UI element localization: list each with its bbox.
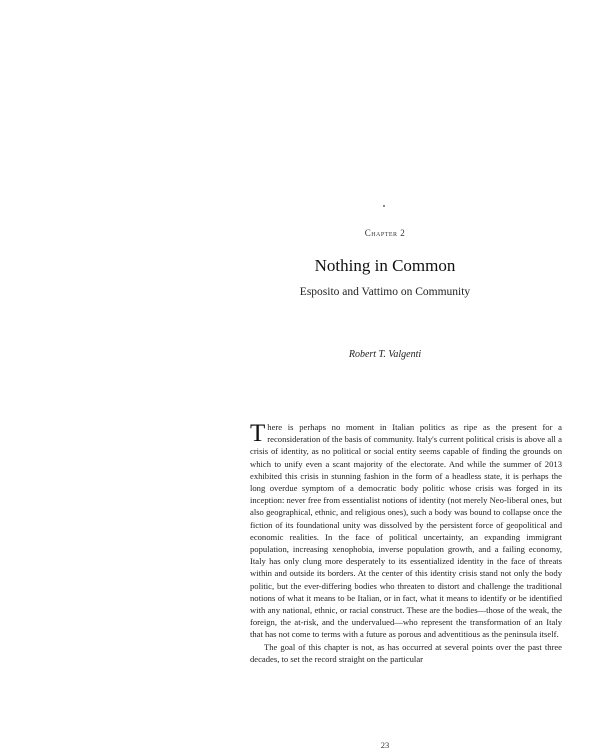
chapter-label: Chapter 2 <box>364 228 406 238</box>
paragraph-1 <box>250 421 562 641</box>
body-text <box>250 421 562 665</box>
chapter-title: Nothing in Common <box>314 256 456 275</box>
paragraph-1-text: here is perhaps no moment in Italian politics as ripe as the present for a reconsideration of the basis of community. Italy's current political crisis is above all a crisis of identity, as no political or social entity seems capable of finding the grounds on which to unify even a scant majority of the electorate. And while the summer of 2013 exhibited this crisis in stunning fashion in the form of a headless state, it is perhaps the long overdue symptom of a democratic body politic whose crisis was forged in its inception: never free from essentialist notions of identity (not merely Neo-liberal ones, but also geographical, ethnic, and religious ones), such a body was bound to collapse once the fiction of its foundational unity was dissolved by the persistent force of geopolitical and economic realities. In the face of political uncertainty, an expanding immigrant population, increasing xenophobia, inverse population growth, and a failing economy, Italy has only clung more desperately to its essentialized identity in the face of threats within and outside its borders. At the center of this identity crisis stand not only the body politic, but the ever-differing bodies who threaten to distort and challenge the traditional notions of what it means to be Italian, or in fact, what it means to identify or be identified with any national, ethnic, or racial construct. These are the bodies—those of the weak, the foreign, the at-risk, and the undervalued—who represent the transformation of an Italy that has not come to terms with a future as porous and adventitious as the peninsula itself. <box>250 422 562 640</box>
chapter-subtitle: Esposito and Vattimo on Community <box>299 286 471 298</box>
author-name: Robert T. Valgenti <box>348 349 422 360</box>
drop-cap: T <box>250 420 266 447</box>
paragraph-2: The goal of this chapter is not, as has occurred at several points over the past three decades, to set the record straight on the particular <box>250 641 562 664</box>
page-number: 23 <box>380 740 390 750</box>
ornament-dot <box>383 205 385 207</box>
